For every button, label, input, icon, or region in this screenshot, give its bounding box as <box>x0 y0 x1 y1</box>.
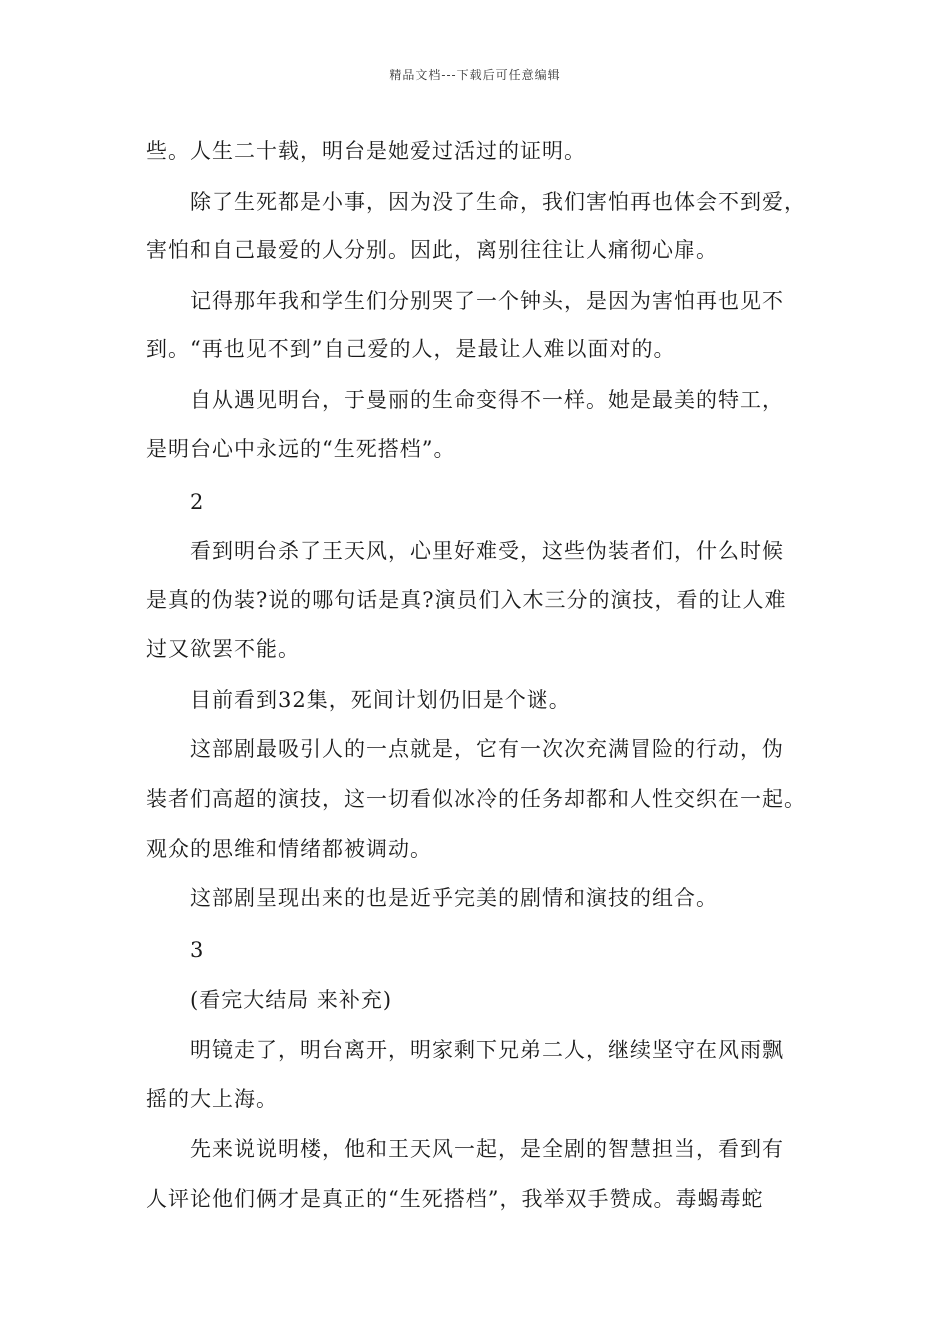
text-line: 看到明台杀了王天风，心里好难受，这些伪装者们，什么时候 <box>190 539 784 563</box>
section-number: 2 <box>190 490 205 514</box>
text-line: 明镜走了，明台离开，明家剩下兄弟二人，继续坚守在风雨飘 <box>190 1038 784 1062</box>
text-line: 这部剧最吸引人的一点就是，它有一次次充满冒险的行动，伪 <box>190 737 784 761</box>
text-line: 先来说说明楼，他和王天风一起，是全剧的智慧担当，看到有 <box>190 1137 784 1161</box>
text-line: 记得那年我和学生们分别哭了一个钟头，是因为害怕再也见不 <box>190 289 784 313</box>
text-line: (看完大结局 来补充) <box>190 988 393 1012</box>
text-line: 除了生死都是小事，因为没了生命，我们害怕再也体会不到爱， <box>190 190 806 214</box>
section-number: 3 <box>190 938 205 962</box>
text-line: 是明台心中永远的“生死搭档”。 <box>146 437 456 461</box>
text-line: 害怕和自己最爱的人分别。因此，离别往往让人痛彻心扉。 <box>146 238 718 262</box>
text-line: 过又欲罢不能。 <box>146 637 300 661</box>
text-line: 人评论他们俩才是真正的“生死搭档”，我举双手赞成。毒蝎毒蛇 <box>146 1187 764 1211</box>
text-line: 些。人生二十载，明台是她爱过活过的证明。 <box>146 139 586 163</box>
text-line: 这部剧呈现出来的也是近乎完美的剧情和演技的组合。 <box>190 886 718 910</box>
text-line: 目前看到32集，死间计划仍旧是个谜。 <box>190 688 571 712</box>
text-line: 是真的伪装?说的哪句话是真?演员们入木三分的演技，看的让人难 <box>146 588 787 612</box>
text-line: 装者们高超的演技，这一切看似冰冷的任务却都和人性交织在一起。 <box>146 787 806 811</box>
text-line: 自从遇见明台，于曼丽的生命变得不一样。她是最美的特工， <box>190 388 784 412</box>
text-line: 摇的大上海。 <box>146 1087 278 1111</box>
text-line: 观众的思维和情绪都被调动。 <box>146 837 432 861</box>
page-header: 精品文档---下载后可任意编辑 <box>389 68 561 82</box>
text-line: 到。“再也见不到”自己爱的人，是最让人难以面对的。 <box>146 337 676 361</box>
